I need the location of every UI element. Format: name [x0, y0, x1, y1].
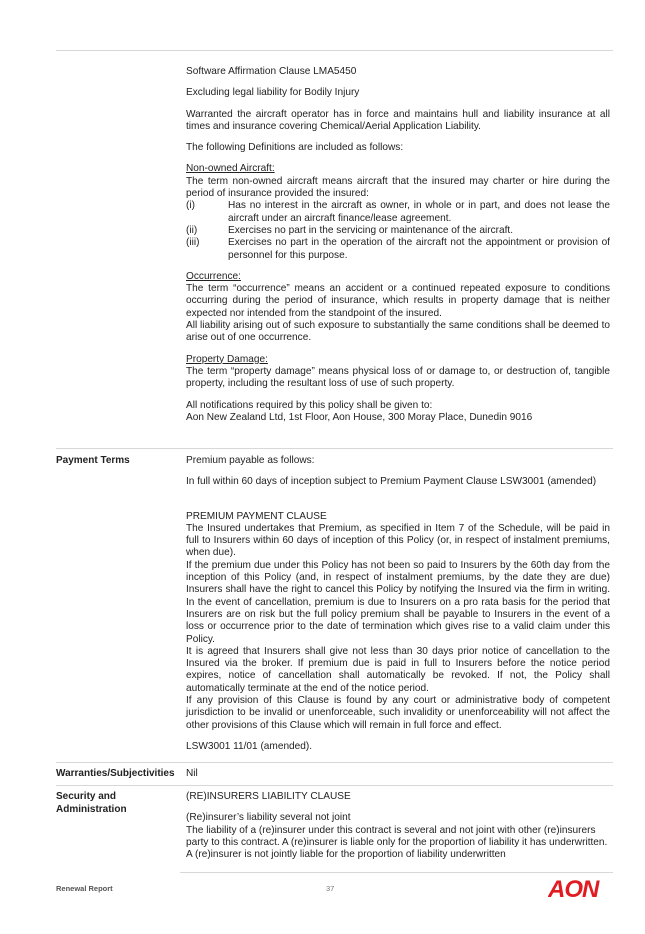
section-divider	[56, 448, 613, 449]
security-label: Security and Administration	[56, 791, 127, 815]
premium-clause-para: If any provision of this Clause is found by any court or administrative body of competent jurisdiction to be invalid or unenforceable, such invalidity or unenforceability will not affect the other provisions of this Clause which will remain in full force and effect.	[186, 695, 610, 731]
occurrence-body-2: All liability arising out of such exposure to substantially the same conditions shall be deemed to arise out of one occurrence.	[186, 320, 610, 344]
warranted-operator-text: Warranted the aircraft operator has in force and maintains hull and liability insurance at all times and insurance covering Chemical/Aerial Application Liability.	[186, 108, 610, 132]
payment-terms-label: Payment Terms	[56, 455, 130, 466]
reinsurers-body: The liability of a (re)insurer under this contract is several and not joint with other (re)insurers party to this contract. A (re)insurer is liable only for the proportion of liability it has underwritten. A (re)insurer is not jointly liable for the proportion of liability underwritten	[186, 824, 608, 861]
logo-text: AON	[548, 876, 599, 902]
section-divider	[56, 785, 613, 786]
footer-rule	[180, 872, 613, 873]
definitions-intro-text: The following Definitions are included as follows:	[186, 142, 404, 154]
occurrence-heading: Occurrence:	[186, 270, 241, 282]
warranties-section	[186, 768, 610, 780]
section-divider	[56, 762, 613, 763]
non-owned-item: (i) Has no interest in the aircraft as owner, in whole or in part, and does not lease the aircraft under an aircraft finance/lease agreement.	[186, 200, 610, 224]
occurrence-body: The term “occurrence” means an accident or a continued repeated exposure to conditions occurring during the period of insurance, which results in property damage that is neither expected nor intended from the standpoint of the insured.	[186, 283, 610, 319]
page-number: 37	[326, 884, 335, 893]
notifications-address: Aon New Zealand Ltd, 1st Floor, Aon House, 300 Moray Place, Dunedin 9016	[186, 411, 533, 423]
reinsurers-clause-heading: (RE)INSURERS LIABILITY CLAUSE	[186, 791, 351, 802]
reinsurers-subheading: (Re)insurer’s liability several not joint	[186, 812, 351, 824]
payment-terms-section	[186, 455, 610, 753]
property-damage-body: The term “property damage” means physical loss of or damage to, or destruction of, tangible property, including the resultant loss of use of such property.	[186, 365, 610, 390]
non-owned-heading: Non-owned Aircraft:	[186, 163, 275, 175]
notifications-line: All notifications required by this policy shall be given to:	[186, 399, 433, 411]
excluding-bodily-injury-text: Excluding legal liability for Bodily Injury	[186, 87, 360, 99]
payment-terms-line-2: In full within 60 days of inception subject to Premium Payment Clause LSW3001 (amended)	[186, 476, 597, 488]
premium-clause-heading: PREMIUM PAYMENT CLAUSE	[186, 510, 327, 522]
warranties-value: Nil	[186, 768, 198, 779]
top-rule	[56, 50, 613, 51]
property-damage-heading: Property Damage:	[186, 353, 268, 365]
premium-clause-ref: LSW3001 11/01 (amended).	[186, 740, 313, 752]
non-owned-item: (ii) Exercises no part in the servicing or maintenance of the aircraft.	[186, 224, 514, 236]
aon-logo	[548, 874, 612, 902]
premium-clause-para: If the premium due under this Policy has not been so paid to Insurers by the 60th day from the inception of this Policy (and, in respect of instalment premiums, by the date they are due) Insurers shall have the right to cancel this Policy by notifying the Insured via the firm in writing. In the event of cancellation, premium is due to Insurers on a pro rata basis for the period that Insurers are on risk but the full policy premium shall be payable to Insurers in the event of a loss or occurrence prior to the date of termination which gives rise to a valid claim under this Policy.	[186, 559, 610, 645]
non-owned-item: (iii) Exercises no part in the operation of the aircraft not the appointment or provision of personnel for this purpose.	[186, 237, 610, 261]
security-section	[186, 791, 610, 861]
non-owned-body: The term non-owned aircraft means aircraft that the insured may charter or hire during the period of insurance provided the insured:	[186, 175, 610, 200]
premium-clause-para: The Insured undertakes that Premium, as specified in Item 7 of the Schedule, will be paid in full to Insurers within 60 days of inception of this Policy (or, in respect of instalment premiums, when due).	[186, 522, 610, 559]
payment-terms-line: Premium payable as follows:	[186, 455, 315, 466]
premium-clause-para: It is agreed that Insurers shall give not less than 30 days prior notice of cancellation to the Insured via the broker. If premium due is paid in full to Insurers before the notice period expires, notice of cancellation shall automatically be revoked. If not, the Policy shall automatically terminate at the end of the notice period.	[186, 645, 610, 694]
software-affirmation-text: Software Affirmation Clause LMA5450	[186, 66, 357, 77]
clauses-section	[186, 66, 610, 424]
warranties-label: Warranties/Subjectivities	[56, 768, 175, 779]
footer-report-name: Renewal Report	[56, 884, 113, 893]
